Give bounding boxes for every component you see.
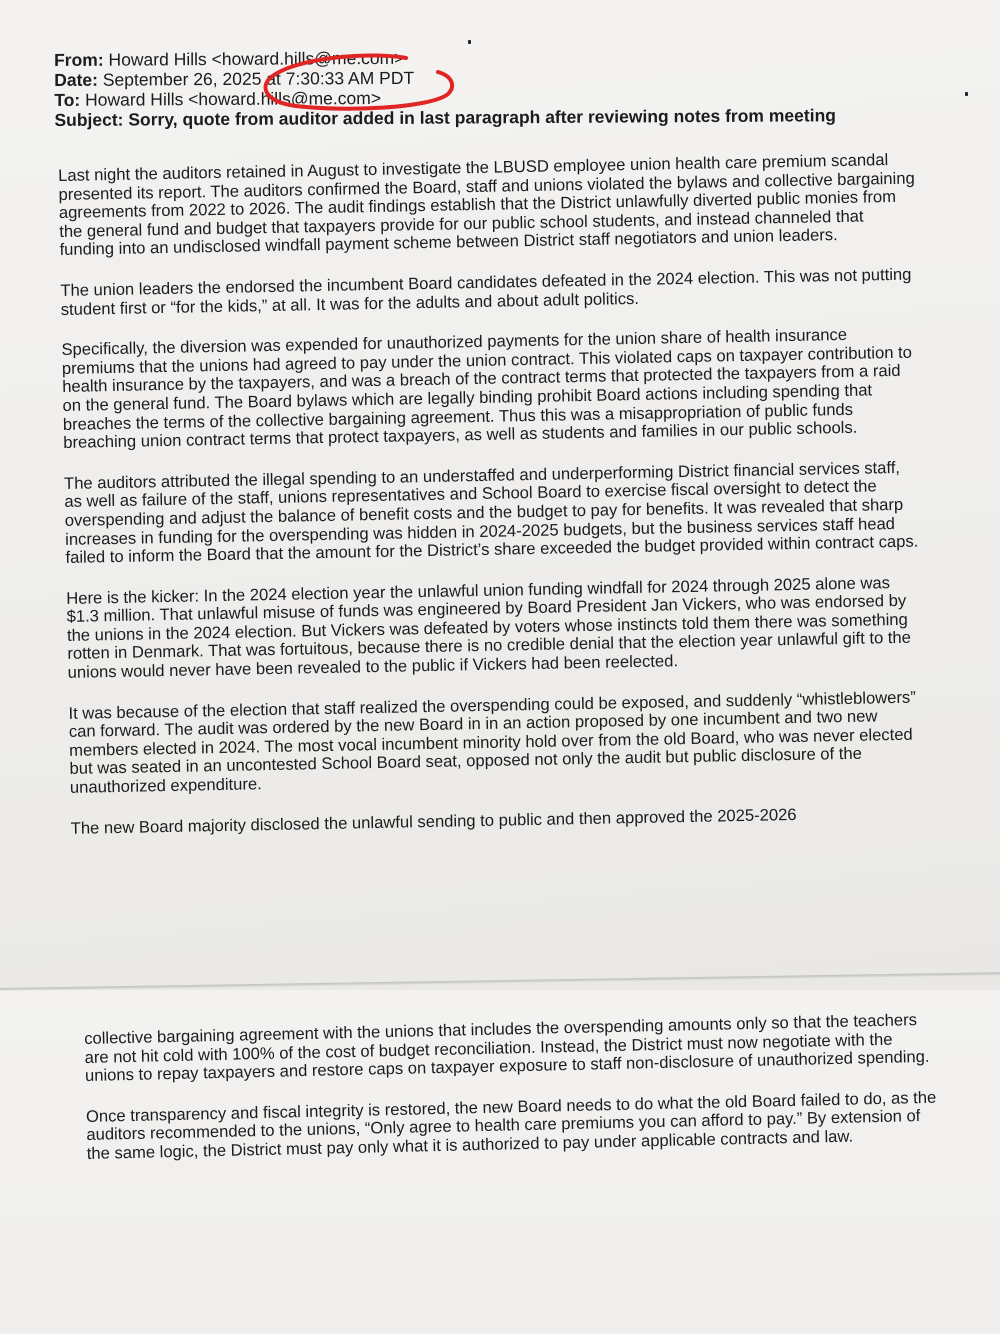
paragraph: It was because of the election that staff realized the overspending could be exposed, and suddenly “whistleblowers” can forward. The audit was ordered by the new Board in in an action proposed by one incumbent and two new members elected in 2024. The most vocal incumbent minority hold over from the old Board, who was never elected but was seated in an uncontested School Board seat, opposed not only the audit but public disclosure of the unauthorized expenditure. — [68, 687, 916, 797]
paragraph: Last night the auditors retained in August to investigate the LBUSD employee union health care premium scandal presented its report. The auditors confirmed the Board, staff and unions violated the bylaws and collective bargaining agreements from 2022 to 2026. The audit findings establish that the District unlawfully diverted public monies from the general fund and budget that taxpayers provide for our public school students, and instead channeled that funding into an undisclosed windfall payment scheme between District staff negotiators and union leaders. — [57, 150, 915, 260]
page-two-body — [84, 1011, 945, 1186]
date-label: Date: — [54, 69, 99, 90]
page-one-body — [58, 151, 929, 861]
speck — [965, 92, 968, 96]
paragraph: The auditors attributed the illegal spending to an understaffed and underperforming District financial services staff, as well as failure of the staff, unions representatives and School Board to exercise fiscal oversight to detect the overspending and adjust the balance of benefit costs and the budget to pay for benefits. It was revealed that sharp increases in funding for the overspending was hidden in 2024-2025 budgets, but the business services staff head failed to inform the Board that the amount for the District’s share exceeded the budget provided within contract caps. — [63, 457, 919, 568]
subject-label: Subject: — [54, 109, 124, 130]
paragraph: Here is the kicker: In the 2024 election year the unlawful union funding windfall for 2024 through 2025 alone was $1.3 million. That unlawful misuse of funds was engineered by Board President Jan Vickers, who was endorsed by the unions in the 2024 election. But Vickers was defeated by voters whose instincts told them there was something rotten in Denmark. That was fortuitous, because there is no credible denial that the election year unlawful gift to the unions would never have been revealed to the public if Vickers had been reelected. — [66, 572, 912, 682]
paragraph: The new Board majority disclosed the unlawful sending to public and then approved the 2025-2026 — [70, 804, 797, 838]
paragraph: Specifically, the diversion was expended for unauthorized payments for the union share of health insurance premiums that the unions had agreed to pay under the union contract. This violated caps on taxpayer contribution to health insurance by the taxpayers, and was a breach of the contract terms that protected the taxpayers from a raid on the general fund. The Board bylaws which are legally binding prohibit Board actions including spending that breaches the terms of the collective bargaining agreement. Thus this was a misappropriation of public funds breaching union contract terms that protect taxpayers, as well as students and families in our public schools. — [61, 325, 913, 453]
to-label: To: — [54, 89, 81, 110]
to-value: Howard Hills <howard.hills@me.com> — [85, 88, 382, 110]
from-label: From: — [54, 49, 104, 70]
from-value: Howard Hills <howard.hills@me.com> — [108, 47, 405, 70]
paragraph: collective bargaining agreement with the unions that includes the overspending amounts only so that the teachers are not hit cold with 100% of the cost of budget reconciliation. Instead, the District must now negotiate with the unions to repay taxpayers and restore caps on taxpayer exposure to staff non-disclosure of unauthorized spending. — [83, 1010, 930, 1086]
speck — [468, 40, 471, 44]
subject-value: Sorry, quote from auditor added in last paragraph after reviewing notes from meeting — [128, 105, 836, 130]
date-value: September 26, 2025 at 7:30:33 AM PDT — [102, 67, 415, 90]
paragraph: The union leaders the endorsed the incumbent Board candidates defeated in the 2024 election. This was not putting student first or “for the kids,” at all. It was for the adults and about adult politics. — [60, 264, 912, 319]
paragraph: Once transparency and fiscal integrity is restored, the new Board needs to do what the old Board failed to do, as the auditors recommended to the unions, “Only agree to health care premiums you can afford to pay.” By extension of the same logic, the District must pay only what it is authorized to pay under applicable contracts and law. — [85, 1087, 937, 1163]
email-header — [54, 45, 954, 130]
